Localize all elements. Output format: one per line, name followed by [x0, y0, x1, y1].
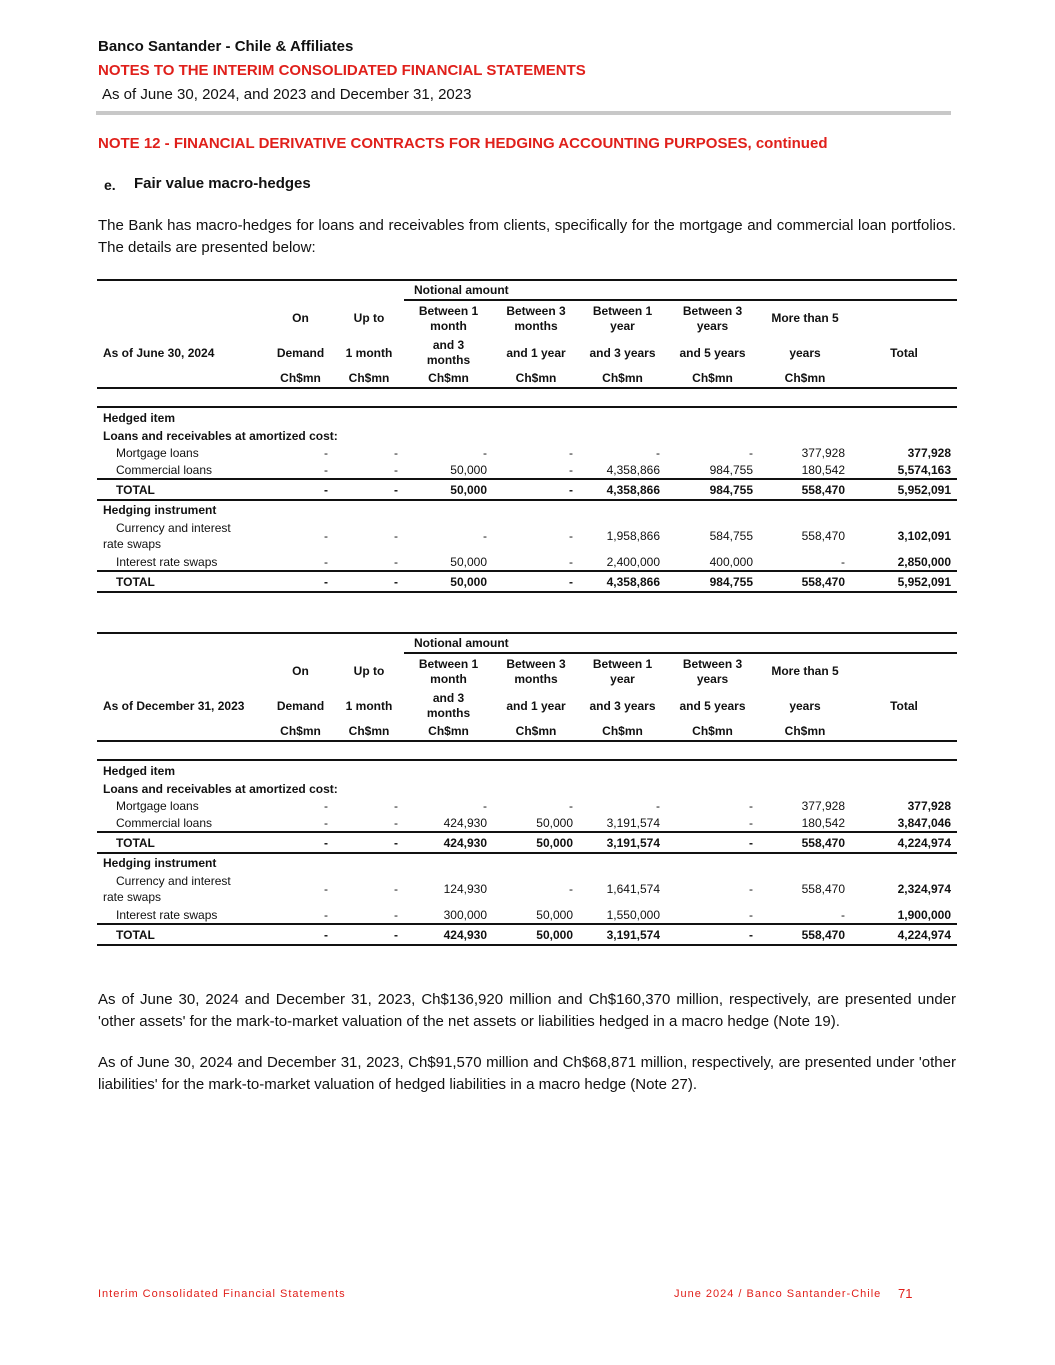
cell: 377,928: [801, 445, 845, 460]
row-label: Mortgage loans: [116, 445, 199, 460]
cell: 50,000: [493, 832, 579, 853]
company-name: Banco Santander - Chile & Affiliates: [98, 38, 354, 55]
row-label: Currency and interest: [116, 874, 231, 888]
cell: 124,930: [443, 882, 487, 896]
cell: 180,542: [759, 461, 851, 479]
notional-amount-header: Notional amount: [404, 633, 666, 653]
cell: 50,000: [404, 571, 493, 592]
cell-total: 5,952,091: [851, 571, 957, 592]
cell: 377,928: [801, 798, 845, 813]
unit-label: Ch$mn: [493, 723, 579, 741]
hedged-item-heading: Hedged item: [103, 763, 176, 778]
table-row: [97, 814, 957, 832]
table-row-total: [97, 479, 957, 500]
unit-label: Ch$mn: [759, 370, 851, 388]
col-up-to: Up to: [353, 310, 385, 325]
loans-category: Loans and receivables at amortized cost:: [103, 428, 338, 443]
period-label: As of June 30, 2024: [103, 345, 215, 360]
cell: -: [493, 553, 579, 571]
col-1-month: 1 month: [345, 345, 393, 360]
col-b1m-line3: and 3: [432, 338, 465, 352]
cell: -: [324, 529, 328, 543]
cell: 424,930: [404, 924, 493, 945]
row-label: Commercial loans: [97, 461, 267, 479]
cell-total: 2,324,974: [897, 882, 951, 896]
col-more-than-5: More than 5: [771, 311, 839, 325]
footer-period: June 2024 / Banco Santander-Chile: [674, 1288, 882, 1300]
cell: -: [267, 479, 334, 500]
cell: -: [334, 924, 404, 945]
cell: -: [656, 445, 660, 460]
cell: -: [656, 798, 660, 813]
col-b1m-line1: Between 1: [418, 303, 479, 318]
cell-total: 377,928: [907, 445, 951, 460]
cell: -: [483, 445, 487, 460]
row-label: TOTAL: [97, 832, 267, 853]
cell: 584,755: [709, 529, 753, 543]
col-1-month: 1 month: [345, 698, 393, 713]
cell: -: [394, 798, 398, 813]
section-letter: e.: [104, 177, 116, 193]
cell: 558,470: [759, 832, 851, 853]
cell: 424,930: [404, 832, 493, 853]
row-label: Currency and interest: [116, 521, 231, 535]
cell: -: [493, 479, 579, 500]
col-b3y-line3: and 5 years: [679, 345, 746, 360]
cell: 424,930: [404, 814, 493, 832]
cell: 1,958,866: [606, 529, 660, 543]
col-b3m-line3: and 1 year: [506, 345, 566, 360]
cell: -: [394, 445, 398, 460]
cell: -: [749, 882, 753, 896]
table-row: [97, 872, 957, 906]
row-label: rate swaps: [103, 890, 162, 904]
row-label: TOTAL: [97, 479, 267, 500]
loans-category: Loans and receivables at amortized cost:: [103, 781, 338, 796]
macro-hedge-table-jun-2024: [97, 279, 957, 593]
cell: 3,191,574: [579, 832, 666, 853]
cell: 558,470: [801, 529, 845, 543]
row-label: Interest rate swaps: [97, 906, 267, 924]
intro-paragraph: The Bank has macro-hedges for loans and receivables from clients, specifically for the mortgage and commercial loan portfolios. The details are presented below:: [98, 217, 956, 256]
col-b3m-line2: months: [514, 671, 558, 686]
cell: 50,000: [404, 553, 493, 571]
cell: -: [334, 461, 404, 479]
notes-title: NOTES TO THE INTERIM CONSOLIDATED FINANCIAL STATEMENTS: [98, 62, 586, 79]
unit-label: Ch$mn: [666, 723, 759, 741]
cell-total: 5,574,163: [851, 461, 957, 479]
unit-label: Ch$mn: [579, 723, 666, 741]
col-b1y-line1: Between 1: [592, 303, 653, 318]
col-b1m-line2: month: [430, 318, 467, 333]
unit-label: Ch$mn: [579, 370, 666, 388]
cell: -: [493, 461, 579, 479]
col-b1y-line2: year: [610, 671, 635, 686]
cell: 558,470: [759, 479, 851, 500]
cell: 4,358,866: [579, 479, 666, 500]
cell: -: [569, 445, 573, 460]
row-label: Commercial loans: [97, 814, 267, 832]
col-b1m-line4: months: [426, 353, 471, 367]
unit-label: Ch$mn: [666, 370, 759, 388]
cell: -: [666, 814, 759, 832]
row-label: Interest rate swaps: [97, 553, 267, 571]
cell-total: 2,850,000: [851, 553, 957, 571]
cell: -: [324, 882, 328, 896]
hedged-item-heading: Hedged item: [103, 410, 176, 425]
cell-total: 4,224,974: [851, 924, 957, 945]
period-label: As of December 31, 2023: [103, 698, 245, 713]
col-b3y-line2: years: [696, 318, 729, 333]
table-row: [97, 461, 957, 479]
cell: 558,470: [759, 924, 851, 945]
cell: 50,000: [404, 479, 493, 500]
col-on: On: [292, 663, 309, 678]
cell: -: [334, 571, 404, 592]
col-up-to: Up to: [353, 663, 385, 678]
section-title: Fair value macro-hedges: [134, 175, 311, 192]
cell: -: [267, 814, 334, 832]
cell-total: 5,952,091: [851, 479, 957, 500]
footer-document-title: Interim Consolidated Financial Statements: [98, 1288, 346, 1300]
unit-label: Ch$mn: [759, 723, 851, 741]
cell: 50,000: [493, 924, 579, 945]
cell: 50,000: [493, 906, 579, 924]
table-row-total: [97, 924, 957, 945]
hedging-instrument-heading: Hedging instrument: [103, 503, 217, 517]
cell-total: 3,847,046: [851, 814, 957, 832]
col-b3m-line2: months: [514, 318, 558, 333]
unit-label: Ch$mn: [267, 723, 334, 741]
cell-total: 377,928: [907, 798, 951, 813]
cell: 984,755: [666, 479, 759, 500]
cell: 558,470: [759, 571, 851, 592]
cell: -: [493, 571, 579, 592]
col-on: On: [292, 310, 309, 325]
cell: 558,470: [801, 882, 845, 896]
col-b1y-line2: year: [610, 318, 635, 333]
cell: -: [334, 832, 404, 853]
cell: -: [759, 553, 851, 571]
cell: -: [324, 798, 328, 813]
cell: -: [267, 553, 334, 571]
table-row: [97, 553, 957, 571]
unit-label: Ch$mn: [404, 370, 493, 388]
notional-amount-header: Notional amount: [404, 280, 666, 300]
header-divider: [96, 111, 951, 115]
cell: -: [334, 906, 404, 924]
report-date: As of June 30, 2024, and 2023 and December 31, 2023: [102, 86, 472, 103]
col-b1y-line3: and 3 years: [589, 345, 656, 360]
cell: -: [267, 461, 334, 479]
col-b3m-line1: Between 3: [506, 656, 566, 671]
unit-label: Ch$mn: [334, 723, 404, 741]
cell: -: [666, 924, 759, 945]
cell: 1,641,574: [606, 882, 660, 896]
cell: -: [267, 924, 334, 945]
cell: 180,542: [759, 814, 851, 832]
col-total: Total: [890, 698, 918, 713]
col-more-than-5: More than 5: [771, 664, 839, 678]
col-b1m-line2: month: [430, 671, 467, 686]
col-years: years: [789, 698, 821, 713]
cell: -: [394, 529, 398, 543]
cell: -: [334, 479, 404, 500]
cell: 984,755: [666, 571, 759, 592]
cell: -: [267, 906, 334, 924]
cell: -: [666, 906, 759, 924]
col-b3m-line3: and 1 year: [506, 698, 566, 713]
cell: -: [569, 798, 573, 813]
cell: 984,755: [666, 461, 759, 479]
col-b1y-line1: Between 1: [592, 656, 653, 671]
cell: 2,400,000: [579, 553, 666, 571]
cell: -: [569, 529, 573, 543]
cell: -: [267, 832, 334, 853]
cell-total: 1,900,000: [851, 906, 957, 924]
cell: -: [334, 814, 404, 832]
other-assets-paragraph: As of June 30, 2024 and December 31, 2023, Ch$136,920 million and Ch$160,370 million, respectively, are presented under 'other assets' for the mark-to-market valuation of the net assets or liabilities hedged in a macro hedge (Note 19).: [98, 991, 956, 1030]
cell: 400,000: [666, 553, 759, 571]
col-b3y-line2: years: [696, 671, 729, 686]
col-b3y-line3: and 5 years: [679, 698, 746, 713]
col-b3y-line1: Between 3: [682, 656, 743, 671]
cell: 4,358,866: [579, 571, 666, 592]
col-b1m-line4: months: [426, 706, 471, 720]
cell: -: [324, 445, 328, 460]
cell: -: [267, 571, 334, 592]
note-title: NOTE 12 - FINANCIAL DERIVATIVE CONTRACTS FOR HEDGING ACCOUNTING PURPOSES, continued: [98, 135, 828, 152]
col-b1y-line3: and 3 years: [589, 698, 656, 713]
col-b3y-line1: Between 3: [682, 303, 743, 318]
col-demand: Demand: [276, 698, 325, 713]
row-label: Mortgage loans: [116, 798, 199, 813]
row-label: TOTAL: [97, 571, 267, 592]
row-label: rate swaps: [103, 537, 162, 551]
cell-total: 3,102,091: [897, 529, 951, 543]
cell: 50,000: [493, 814, 579, 832]
cell: 3,191,574: [579, 814, 666, 832]
cell: -: [334, 553, 404, 571]
col-b3m-line1: Between 3: [506, 303, 566, 318]
unit-label: Ch$mn: [493, 370, 579, 388]
cell: -: [569, 882, 573, 896]
cell: -: [483, 798, 487, 813]
cell: -: [483, 529, 487, 543]
cell: 50,000: [404, 461, 493, 479]
table-row: [97, 519, 957, 553]
table-row: [97, 797, 957, 814]
cell-total: 4,224,974: [851, 832, 957, 853]
cell: 4,358,866: [579, 461, 666, 479]
unit-label: Ch$mn: [334, 370, 404, 388]
cell: -: [759, 906, 851, 924]
table-row-total: [97, 571, 957, 592]
table-row: [97, 906, 957, 924]
col-b1m-line3: and 3: [432, 691, 465, 705]
col-total: Total: [890, 345, 918, 360]
cell: -: [749, 445, 753, 460]
col-demand: Demand: [276, 345, 325, 360]
cell: 3,191,574: [579, 924, 666, 945]
cell: 300,000: [404, 906, 493, 924]
unit-label: Ch$mn: [267, 370, 334, 388]
macro-hedge-table-dec-2023: [97, 632, 957, 946]
table-row-total: [97, 832, 957, 853]
cell: -: [666, 832, 759, 853]
cell: -: [394, 882, 398, 896]
hedging-instrument-heading: Hedging instrument: [103, 856, 217, 870]
table-row: [97, 444, 957, 461]
col-years: years: [789, 345, 821, 360]
page-number: 71: [898, 1286, 913, 1301]
col-b1m-line1: Between 1: [418, 656, 479, 671]
other-liabilities-paragraph: As of June 30, 2024 and December 31, 2023, Ch$91,570 million and Ch$68,871 million, respectively, are presented under 'other liabilities' for the mark-to-market valuation of hedged liabilities in a macro hedge (Note 27).: [98, 1054, 956, 1093]
row-label: TOTAL: [97, 924, 267, 945]
cell: -: [749, 798, 753, 813]
cell: 1,550,000: [579, 906, 666, 924]
unit-label: Ch$mn: [404, 723, 493, 741]
